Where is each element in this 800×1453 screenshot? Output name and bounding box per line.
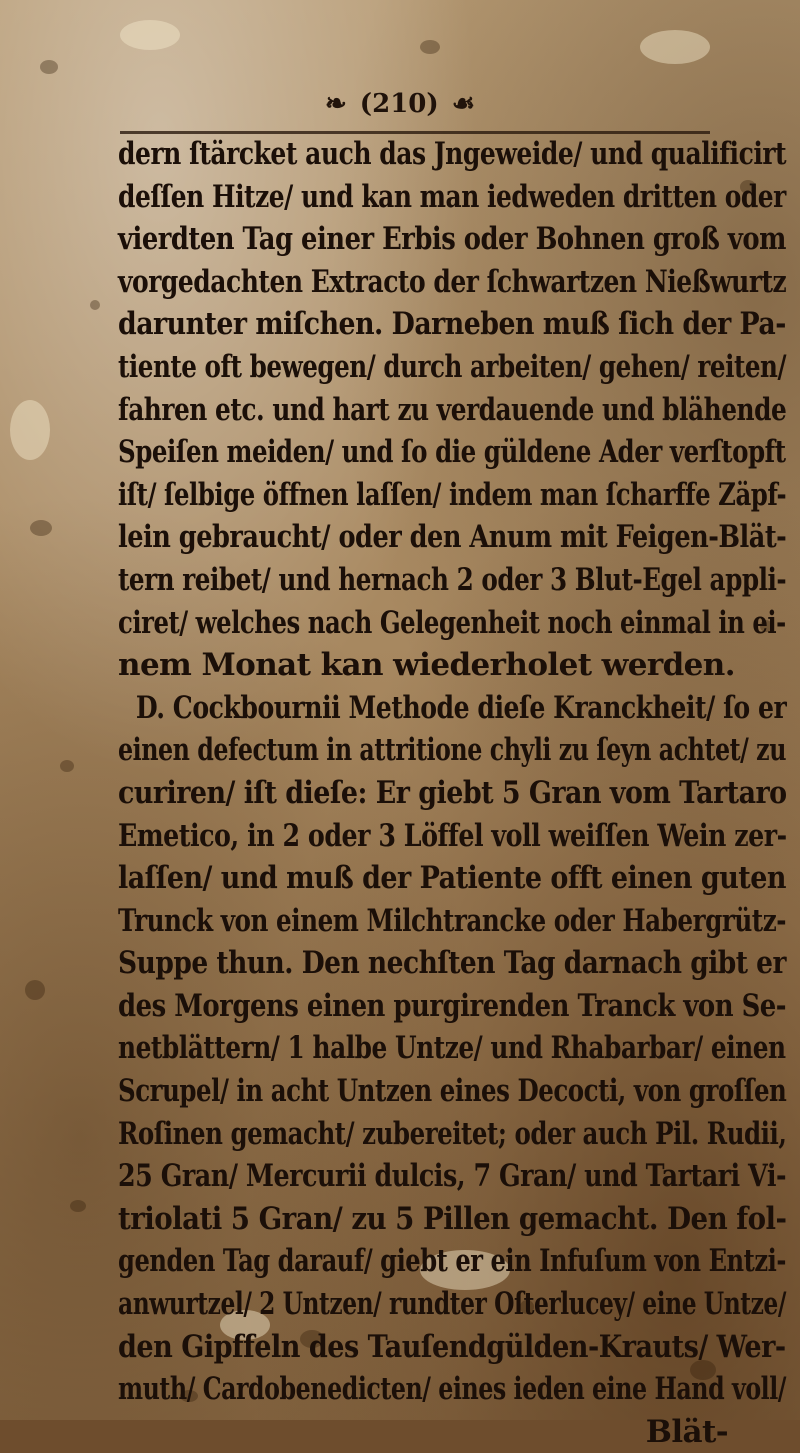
text-line: Suppe thun. Den nechſten Tag darnach gibt er xyxy=(118,945,786,982)
text-line: dern ſtärcket auch das Jngeweide/ und qualificirt xyxy=(118,136,787,172)
ornament-left-icon: ❧ xyxy=(324,89,347,119)
text-line: 25 Gran/ Mercurii dulcis, 7 Gran/ und Tartari Vi- xyxy=(118,1158,787,1195)
text-line: vorgedachten Extracto der ſchwartzen Nießwurtz xyxy=(118,263,787,300)
text-line: muth/ Cardobenedicten/ eines ieden eine Hand voll/ xyxy=(118,1371,786,1408)
text-line: tern reibet/ und hernach 2 oder 3 Blut-Egel appli- xyxy=(118,561,787,598)
text-line: lein gebraucht/ oder den Anum mit Feigen-Blät- xyxy=(118,519,787,556)
paragraph-start-line: D. Cockbournii Methode dieſe Kranckheit/ ſo er xyxy=(135,689,787,726)
text-line: nem Monat kan wiederholet werden. xyxy=(118,647,735,684)
text-line: fahren etc. und hart zu verdauende und blähende xyxy=(118,391,787,428)
catchword: Blät- xyxy=(645,1413,728,1450)
text-line: Roſinen gemacht/ zubereitet; oder auch Pil. Rudii, xyxy=(118,1115,787,1152)
text-body xyxy=(118,133,798,1453)
text-line: laſſen/ und muß der Patiente offt einen guten xyxy=(118,860,786,897)
text-line: Emetico, in 2 oder 3 Löffel voll weiſſen Wein zer- xyxy=(118,817,787,854)
text-line: deſſen Hitze/ und kan man iedweden dritten oder xyxy=(118,178,786,215)
text-line: Speiſen meiden/ und ſo die güldene Ader verſtopft xyxy=(118,434,786,471)
text-line: tiente oft bewegen/ durch arbeiten/ gehen/ reiten/ xyxy=(118,348,786,385)
text-line: Scrupel/ in acht Untzen eines Decocti, von groſſen xyxy=(118,1073,787,1110)
text-line: genden Tag darauf/ giebt er ein Infuſum von Entzi- xyxy=(118,1243,786,1280)
text-line: iſt/ ſelbige öffnen laſſen/ indem man ſcharffe Zäpf- xyxy=(118,476,787,513)
text-line: des Morgens einen purgirenden Tranck von Se- xyxy=(118,987,787,1024)
text-line: ciret/ welches nach Gelegenheit noch einmal in ei- xyxy=(118,604,786,641)
text-line: den Gipffeln des Tauſendgülden-Krauts/ Wer- xyxy=(118,1328,786,1365)
text-line: triolati 5 Gran/ zu 5 Pillen gemacht. Den fol- xyxy=(118,1200,787,1237)
ornament-right-icon: ☙ xyxy=(451,89,476,119)
text-line: Trunck von einem Milchtrancke oder Habergrütz- xyxy=(118,902,786,939)
page-header xyxy=(0,88,800,119)
text-line: einen defectum in attritione chyli zu ſeyn achtet/ zu xyxy=(118,732,787,769)
text-line: darunter miſchen. Darneben muß ſich der Pa- xyxy=(118,306,786,343)
text-line: curiren/ iſt dieſe: Er giebt 5 Gran vom Tartaro xyxy=(118,774,787,811)
text-line: vierdten Tag einer Erbis oder Bohnen groß vom xyxy=(118,221,786,258)
page-number: (210) xyxy=(359,89,439,119)
text-line: netblättern/ 1 halbe Untze/ und Rhabarbar/ einen xyxy=(118,1030,786,1067)
text-line: anwurtzel/ 2 Untzen/ rundter Oſterlucey/ eine Untze/ xyxy=(118,1286,786,1323)
